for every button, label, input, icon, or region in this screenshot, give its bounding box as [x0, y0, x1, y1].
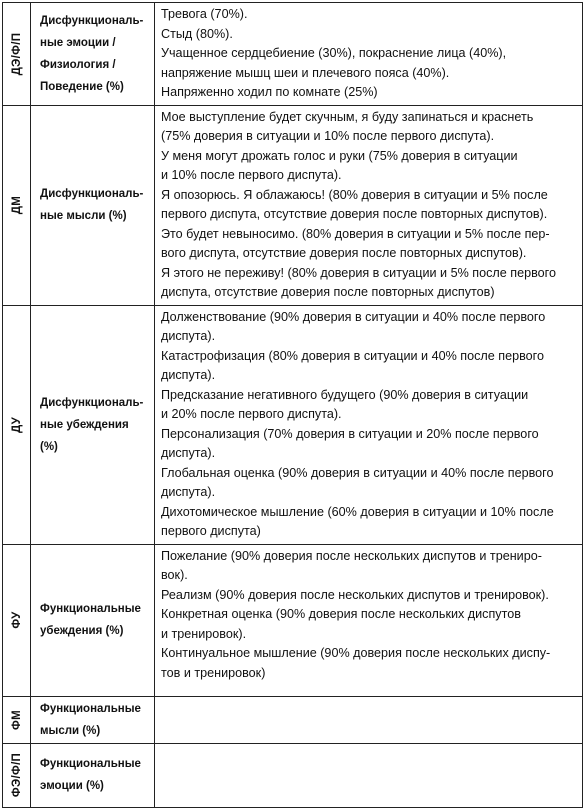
- row-content-cell: [155, 305, 583, 544]
- content-item: [161, 644, 576, 683]
- row-code-cell: [3, 696, 31, 743]
- content-item: [161, 503, 576, 542]
- content-item: [161, 83, 576, 103]
- content-line: диспута).: [161, 329, 216, 343]
- row-content-cell: [155, 3, 583, 106]
- content-line: и 10% после первого диспута).: [161, 168, 342, 182]
- table-body: [3, 3, 583, 808]
- row-label-line: Дисфункциональ-: [40, 14, 144, 27]
- content-item: [161, 264, 576, 303]
- table-row: [3, 696, 583, 743]
- content-item: [161, 386, 576, 425]
- row-code: ФЭ/Ф/П: [10, 752, 23, 798]
- row-label-cell: [31, 305, 155, 544]
- table-row: [3, 305, 583, 544]
- row-label-line: эмоции (%): [40, 780, 104, 792]
- content-line: Континуальное мышление (90% доверия после нескольких диспу-: [161, 646, 551, 660]
- content-line: первого диспута): [161, 524, 261, 538]
- content-line: Персонализация (70% доверия в ситуации и 20% после первого: [161, 426, 539, 441]
- content-line: Дихотомическое мышление (60% доверия в ситуации и 10% после: [161, 504, 554, 519]
- table-row: [3, 743, 583, 807]
- content-item: [161, 347, 576, 386]
- content-line: Мое выступление будет скучным, я буду запинаться и краснеть: [161, 109, 534, 124]
- content-item: [161, 44, 576, 83]
- row-content-cell: [155, 743, 583, 807]
- content-line: Реализм (90% доверия после нескольких диспутов и тренировок).: [161, 587, 549, 602]
- row-label-cell: [31, 3, 155, 106]
- content-line: и тренировок).: [161, 626, 247, 641]
- row-label-cell: [31, 105, 155, 305]
- row-code-cell: [3, 3, 31, 106]
- content-line: диспута).: [161, 368, 216, 382]
- content-line: и 20% после первого диспута).: [161, 407, 342, 421]
- content-line: Я этого не переживу! (80% доверия в ситуации и 5% после первого: [161, 265, 556, 280]
- row-label-line: Дисфункциональ-: [40, 396, 144, 409]
- row-label-line: ные убеждения: [40, 418, 129, 431]
- table-row: [3, 3, 583, 106]
- content-line: У меня могут дрожать голос и руки (75% доверия в ситуации: [161, 148, 518, 163]
- row-content-cell: [155, 696, 583, 743]
- content-line: Напряженно ходил по комнате (25%): [161, 85, 378, 99]
- abc-table: [2, 2, 583, 808]
- row-code: ФУ: [10, 611, 23, 629]
- row-code-cell: [3, 544, 31, 696]
- content-line: Катастрофизация (80% доверия в ситуации и 40% после первого: [161, 348, 544, 363]
- content-item: [161, 464, 576, 503]
- content-line: (75% доверия в ситуации и 10% после первого диспута).: [161, 129, 495, 143]
- row-code: ДУ: [10, 416, 23, 433]
- row-code-cell: [3, 105, 31, 305]
- row-label-line: Дисфункциональ-: [40, 188, 144, 200]
- content-item: [161, 5, 576, 25]
- content-item: [161, 186, 576, 225]
- row-content-cell: [155, 105, 583, 305]
- content-line: напряжение мышц шеи и плечевого пояса (40%).: [161, 65, 450, 80]
- table-row: [3, 105, 583, 305]
- row-label-line: (%): [40, 440, 58, 453]
- content-line: диспута).: [161, 446, 216, 460]
- row-label-line: ные эмоции /: [40, 36, 116, 49]
- row-label-line: Функциональные: [40, 702, 141, 715]
- content-line: вок).: [161, 568, 188, 582]
- row-label-cell: [31, 743, 155, 807]
- content-line: Долженствование (90% доверия в ситуации и 40% после первого: [161, 309, 546, 324]
- row-label-line: убеждения (%): [40, 625, 124, 637]
- row-label-line: Физиология /: [40, 58, 116, 71]
- content-line: Стыд (80%).: [161, 26, 233, 41]
- content-item: [161, 586, 576, 606]
- row-label-cell: [31, 544, 155, 696]
- content-line: первого диспута, отсутствие доверия после повторных диспутов).: [161, 207, 548, 221]
- content-item: [161, 147, 576, 186]
- content-line: Тревога (70%).: [161, 7, 248, 21]
- row-code: ДЭ/Ф/П: [10, 32, 23, 76]
- row-label-line: Поведение (%): [40, 80, 124, 93]
- row-code: ДМ: [10, 195, 23, 215]
- row-label-line: Функциональные: [40, 758, 141, 770]
- content-line: Это будет невыносимо. (80% доверия в ситуации и 5% после пер-: [161, 226, 550, 241]
- content-item: [161, 547, 576, 586]
- row-code: ФМ: [10, 709, 23, 730]
- row-code-cell: [3, 743, 31, 807]
- content-line: вого диспута, отсутствие доверия после повторных диспутов).: [161, 246, 527, 260]
- content-item: [161, 425, 576, 464]
- content-item: [161, 225, 576, 264]
- row-label-line: мысли (%): [40, 724, 101, 737]
- row-label-line: Функциональные: [40, 603, 141, 615]
- content-item: [161, 605, 576, 644]
- content-line: Глобальная оценка (90% доверия в ситуации и 40% после первого: [161, 465, 554, 480]
- content-line: Предсказание негативного будущего (90% доверия в ситуации: [161, 387, 529, 402]
- content-item: [161, 308, 576, 347]
- content-line: тов и тренировок): [161, 665, 266, 680]
- content-line: диспута, отсутствие доверия после повторных диспутов): [161, 285, 495, 299]
- content-line: диспута).: [161, 485, 216, 499]
- content-line: Пожелание (90% доверия после нескольких диспутов и трениро-: [161, 548, 542, 563]
- row-label-line: ные мысли (%): [40, 210, 127, 222]
- content-line: Конкретная оценка (90% доверия после нескольких диспутов: [161, 607, 521, 621]
- row-label-cell: [31, 696, 155, 743]
- content-item: [161, 108, 576, 147]
- table-row: [3, 544, 583, 696]
- content-line: Я опозорюсь. Я облажаюсь! (80% доверия в ситуации и 5% после: [161, 187, 548, 202]
- row-content-cell: [155, 544, 583, 696]
- content-item: [161, 25, 576, 45]
- content-line: Учащенное сердцебиение (30%), покраснение лица (40%),: [161, 46, 507, 60]
- row-code-cell: [3, 305, 31, 544]
